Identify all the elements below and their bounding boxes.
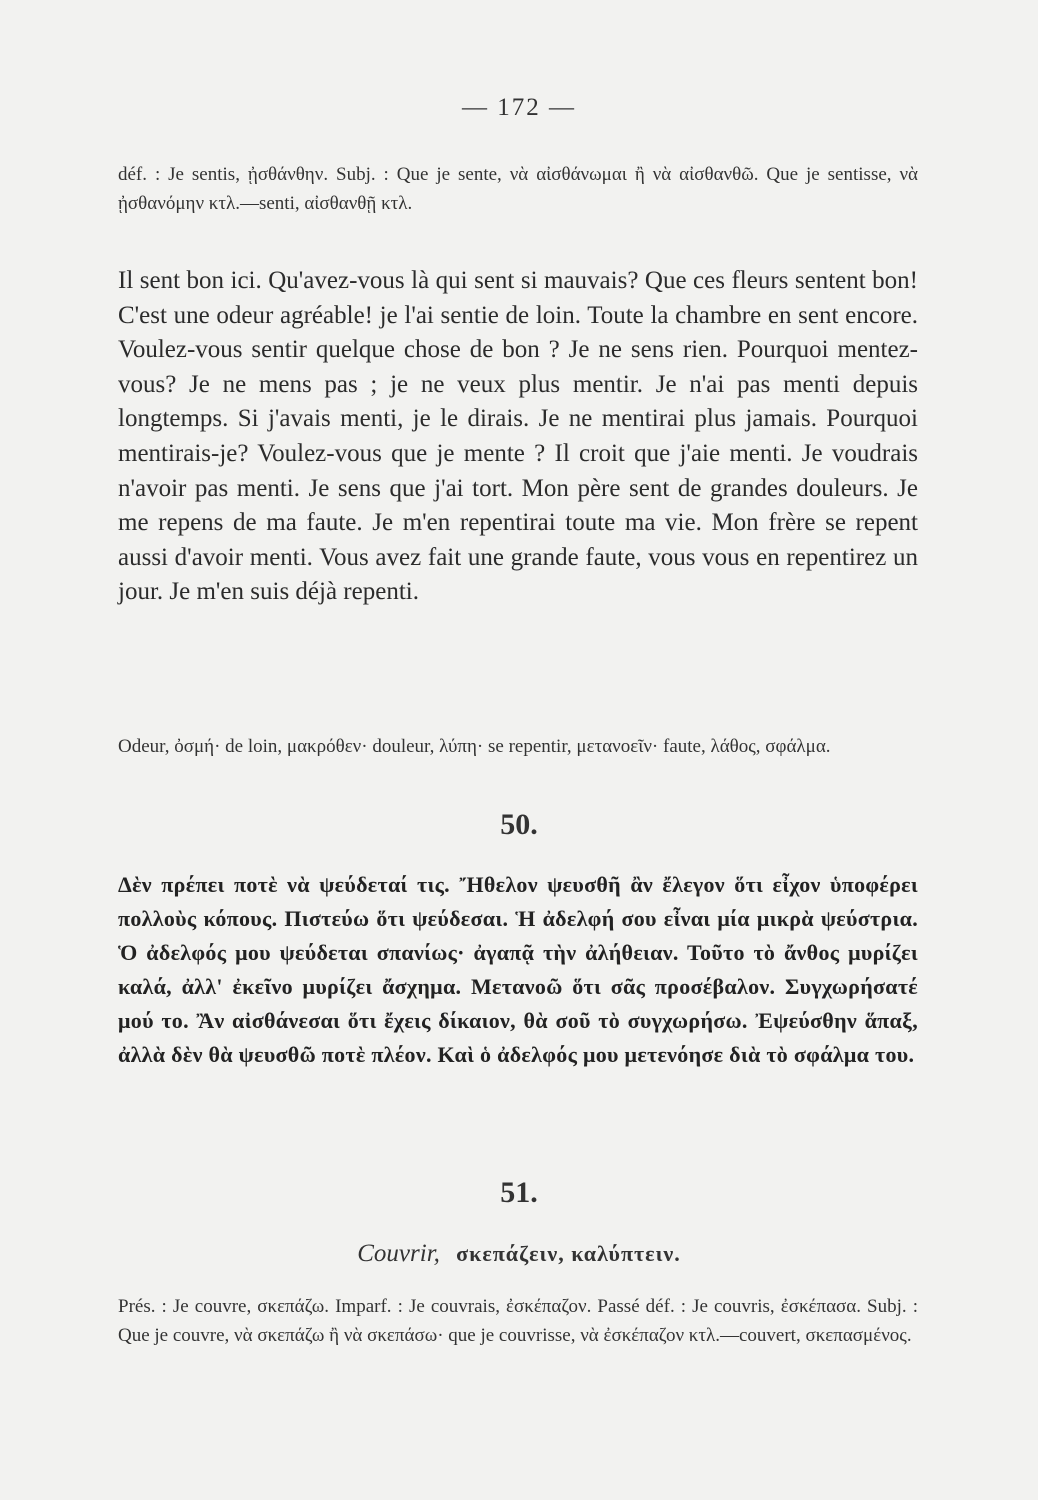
page-number: — 172 — — [462, 94, 576, 121]
section-51-title-french: Couvrir, — [357, 1240, 440, 1267]
exercise-paragraph-french: Il sent bon ici. Qu'avez-vous là qui sent si mauvais? Que ces fleurs sentent bon! C'est une odeur agréable! je l'ai sentie de loin. Toute la chambre en sent encore. Voulez-vous sentir quelque chose de bon ? Je ne sens rien. Pourquoi mentez-vous? Je ne mens pas ; je ne veux plus mentir. Je n'ai pas menti depuis longtemps. Si j'avais menti, je le dirais. Je ne mentirai plus jamais. Pourquoi mentirais-je? Voulez-vous que je mente ? Il croit que j'aie menti. Je voudrais n'avoir pas menti. Je sens que j'ai tort. Mon père sent de grandes douleurs. Je me repens de ma faute. Je m'en repentirai toute ma vie. Mon frère se repent aussi d'avoir menti. Vous avez fait une grande faute, vous vous en repentirez un jour. Je m'en suis déjà repenti. — [118, 267, 918, 606]
section-51-title-greek: σκεπάζειν, καλύπτειν. — [456, 1241, 681, 1266]
vocabulary-note: Odeur, ὀσμή· de loin, μακρόθεν· douleur, λύπη· se repentir, μετανοεῖν· faute, λάθος, σφάλμα. — [118, 736, 831, 757]
conjugation-note-1: déf. : Je sentis, ᾐσθάνθην. Subj. : Que je sente, νὰ αἰσθάνωμαι ἢ νὰ αἰσθανθῶ. Que je sentisse, νὰ ᾐσθανόμην κτλ.—senti, αἰσθανθῇ κτλ. — [118, 164, 918, 214]
section-51-title — [0, 1240, 1038, 1268]
exercise-paragraph-greek: Δὲν πρέπει ποτὲ νὰ ψεύδεταί τις. Ἤθελον ψευσθῆ ἂν ἔλεγον ὅτι εἶχον ὑποφέρει πολλοὺς κόπους. Πιστεύω ὅτι ψεύδεσαι. Ἡ ἀδελφή σου εἶναι μία μικρὰ ψεύστρια. Ὁ ἀδελφός μου ψεύδεται σπανίως· ἀγαπᾷ τὴν ἀλήθειαν. Τοῦτο τὸ ἄνθος μυρίζει καλά, ἀλλ' ἐκεῖνο μυρίζει ἄσχημα. Μετανοῶ ὅτι σᾶς προσέβαλον. Συγχωρήσατέ μού το. Ἂν αἰσθάνεσαι ὅτι ἔχεις δίκαιον, θὰ σοῦ τὸ συγχωρήσω. Ἐψεύσθην ἅπαξ, ἀλλὰ δὲν θὰ ψευσθῶ ποτὲ πλέον. Καὶ ὁ ἀδελφός μου μετενόησε διὰ τὸ σφάλμα του. — [118, 872, 918, 1067]
conjugation-note-2: Prés. : Je couvre, σκεπάζω. Imparf. : Je couvrais, ἐσκέπαζον. Passé déf. : Je couvris, ἐσκέπασα. Subj. : Que je couvre, νὰ σκεπάζω ἢ νὰ σκεπάσω· que je couvrisse, νὰ ἐσκέπαζον κτλ.—couvert, σκεπασμένος. — [118, 1296, 918, 1346]
section-51-number: 51. — [500, 1176, 538, 1209]
section-50-number: 50. — [500, 808, 538, 841]
